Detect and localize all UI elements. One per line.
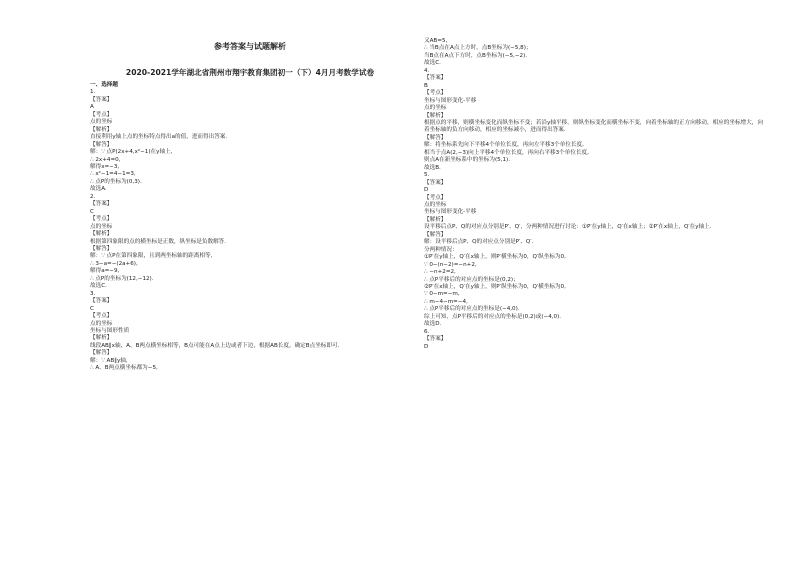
text-line: ∴ 点P的坐标为(12,−12). <box>90 275 154 282</box>
text-line: 设平移后点P、Q的对应点分别是P′、Q′，分两种情况进行讨论：①P′在y轴上，Q′在x轴上；②P′在x轴上，Q′在y轴上. <box>424 224 712 231</box>
text-line: 【解答】 <box>424 134 447 141</box>
document-subtitle: 2020-2021学年湖北省荆州市翔宇教育集团初一（下）4月月考数学试卷 <box>125 68 375 77</box>
text-line: ∴ −n+2=2, <box>424 269 456 276</box>
text-line: 线段AB∥x轴，A、B两点横坐标相等，B点可能在A点上边或者下边，根据AB长度，确定B点坐标即可. <box>90 342 340 349</box>
text-line: 【答案】 <box>424 75 447 82</box>
text-line: 解得a=−9, <box>90 268 120 275</box>
text-line: 故选D. <box>424 321 442 328</box>
text-line: ∴ x²−1=4−1=3, <box>90 171 136 178</box>
text-line: ∵ 0−(n−2)=−n+2, <box>424 261 477 268</box>
text-line: 点的坐标 <box>424 201 447 208</box>
text-line: D <box>424 187 429 194</box>
text-line: ∴ 当B点在A点上方时，点B坐标为(−5,8)； <box>424 45 532 52</box>
text-line: B <box>424 82 428 89</box>
text-line: 一、选择题 <box>90 82 118 88</box>
text-line: 解：∵ 点P在第四象限，且到两坐标轴的距离相等, <box>90 253 213 260</box>
text-line: 相当于点A(2,−3)向上平移4个单位长度，再向右平移3个单位长度, <box>424 149 589 156</box>
text-line: 【解析】 <box>424 112 447 119</box>
text-line: 【考点】 <box>90 111 113 118</box>
text-line: 解：∵ 点P(2x+4,x²−1)在y轴上, <box>90 149 173 156</box>
text-line: 根据第四象限的点的横坐标是正数，纵坐标是负数解答. <box>90 238 227 245</box>
text-line: 【解析】 <box>90 335 113 342</box>
text-line: 又AB=5, <box>424 38 448 44</box>
text-line: 分两种情况： <box>424 246 458 253</box>
text-line: 【解答】 <box>90 141 113 148</box>
text-line: 【解析】 <box>90 231 113 238</box>
text-line: 故选B. <box>424 164 441 171</box>
text-line: 2. <box>90 193 96 200</box>
text-line: 解：设平移后点P、Q的对应点分别是P′、Q′. <box>424 239 534 246</box>
text-line: 坐标与图形变化-平移 <box>424 209 477 216</box>
text-line: 【答案】 <box>90 298 113 305</box>
text-line: 故选C. <box>424 60 441 67</box>
text-line: 4. <box>424 67 430 74</box>
text-line: ∴ 点P平移后的对应点的坐标是(−4,0). <box>424 306 520 313</box>
text-line: 【解答】 <box>90 245 113 252</box>
text-line: ①P′在y轴上，Q′在x轴上，则P′横坐标为0，Q′纵坐标为0, <box>424 254 566 261</box>
text-line: ②P′在x轴上，Q′在y轴上，则P′纵坐标为0，Q′横坐标为0, <box>424 283 566 290</box>
text-line: 解：∵ AB∥y轴, <box>90 357 128 364</box>
text-line: ∴ 点P平移后的对应点的坐标是(0,2)； <box>424 276 519 283</box>
text-line: C <box>90 208 94 215</box>
text-line: ∴ 点P的坐标为(0,3). <box>90 178 142 185</box>
text-line: ∴ 2x+4=0, <box>90 156 121 163</box>
text-line: 解得x=−3, <box>90 163 120 170</box>
text-line: 直接利用y轴上点的坐标特点得出a的值，进而得出答案. <box>90 134 228 141</box>
text-line: 【答案】 <box>424 179 447 186</box>
text-line: 1. <box>90 89 96 96</box>
text-line: 坐标与图形性质 <box>90 327 130 334</box>
left-column <box>90 82 440 373</box>
text-line: 【答案】 <box>90 201 113 208</box>
text-line: 【考点】 <box>90 313 113 320</box>
text-line: 【解析】 <box>424 216 447 223</box>
text-line: 【考点】 <box>424 194 447 201</box>
text-line: ∴ 3−a=−(2a+6), <box>90 260 138 267</box>
text-line: 3. <box>90 290 96 297</box>
right-column <box>424 38 774 351</box>
text-line: 点的坐标 <box>90 223 113 230</box>
text-line: ∴ A、B两点横坐标都为−5, <box>90 365 158 372</box>
text-line: ∵ 0−m=−m, <box>424 291 460 298</box>
text-line: 点的坐标 <box>424 105 447 112</box>
text-line: 【答案】 <box>90 96 113 103</box>
text-line: 坐标与图形变化-平移 <box>424 97 477 104</box>
text-line: 故选A. <box>90 186 107 193</box>
text-line: 根据点的平移，则横坐标变化而纵坐标不变；若沿y轴平移，则纵坐标变化而横坐标不变，向着坐标轴的正方向移动，相应的坐标增大，向着坐标轴的负方向移动，相应的坐标减小，进而得出答案. <box>424 119 763 134</box>
text-line: 综上可知，点P平移后的对应点的坐标是(0,2)或(−4,0). <box>424 313 562 320</box>
text-line: 【解答】 <box>90 350 113 357</box>
text-line: D <box>424 343 429 350</box>
text-line: C <box>90 305 94 312</box>
text-line: 6. <box>424 328 430 335</box>
text-line: A <box>90 104 94 111</box>
text-line: 【解答】 <box>424 231 447 238</box>
text-line: 【解析】 <box>90 126 113 133</box>
text-line: 点的坐标 <box>90 119 113 126</box>
text-line: 故选C. <box>90 283 107 290</box>
text-line: 【答案】 <box>424 336 447 343</box>
text-line: 【考点】 <box>424 90 447 97</box>
text-line: ∴ m−4−m=−4, <box>424 298 468 305</box>
text-line: 5. <box>424 172 430 179</box>
text-line: 则点A在新坐标系中的坐标为(5,1). <box>424 157 510 164</box>
text-line: 【考点】 <box>90 216 113 223</box>
text-line: 点的坐标 <box>90 320 113 327</box>
text-line: 当B点在A点下方时，点B坐标为(−5,−2). <box>424 52 528 59</box>
document-title: 参考答案与试题解析 <box>214 42 286 51</box>
text-line: 解：将坐标系先向下平移4个单位长度，再向左平移3个单位长度, <box>424 142 584 149</box>
